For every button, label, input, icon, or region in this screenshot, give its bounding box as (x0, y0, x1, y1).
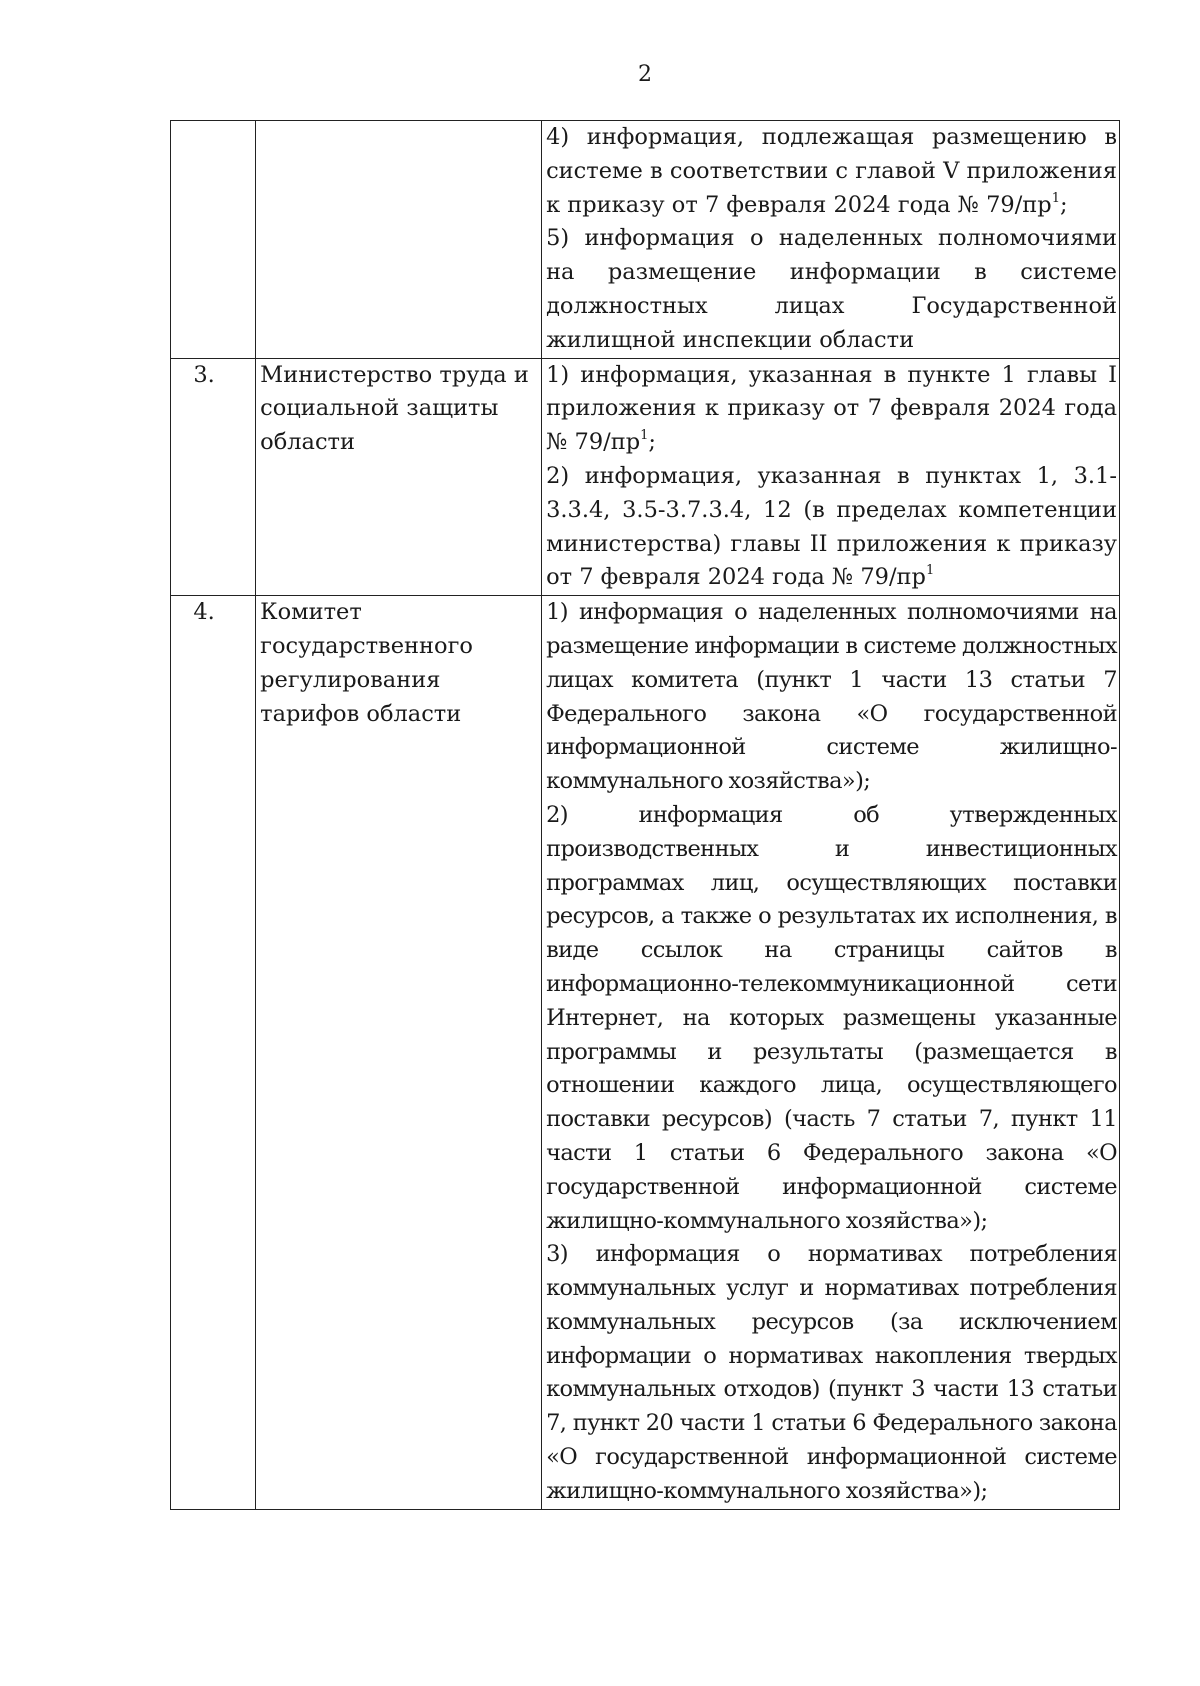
row-number-cell (171, 121, 256, 359)
organization-cell: Министерство труда и социальной защиты области (256, 358, 542, 596)
information-item (546, 596, 1117, 799)
information-item (546, 359, 1117, 460)
organization-cell (256, 121, 542, 359)
table-row (171, 121, 1120, 359)
information-item-text: 2) информация, указанная в пунктах 1, 3.1-3.3.4, 3.5-3.7.3.4, 12 (в пределах компетенции министерства) главы II приложения к приказу от 7 февраля 2024 года № 79/пр (546, 462, 1117, 591)
row-number-cell: 4. (171, 596, 256, 1510)
footnote-marker: 1 (640, 428, 649, 444)
information-item (546, 121, 1117, 222)
information-item-text: 1) информация о наделенных полномочиями на размещение информации в системе должностных лицах комитета (пункт 1 части 13 статьи 7 Федерального закона «О государственной информационной системе жилищно-коммунального хозяйства»); (546, 599, 1117, 795)
information-cell (542, 358, 1120, 596)
table-row (171, 358, 1120, 596)
information-cell (542, 121, 1120, 359)
table-row (171, 596, 1120, 1510)
information-item-suffix: ; (1059, 191, 1068, 218)
footnote-marker: 1 (925, 563, 935, 579)
information-item-text: 4) информация, подлежащая размещению в системе в соответствии с главой V приложения к приказу от 7 февраля 2024 года № 79/пр (546, 124, 1117, 218)
information-item-text: 5) информация о наделенных полномочиями на размещение информации в системе должностных лицах Государственной жилищной инспекции области (546, 225, 1117, 353)
information-item (546, 460, 1117, 595)
information-item (546, 222, 1117, 357)
information-item-text: 1) информация, указанная в пункте 1 главы I приложения к приказу от 7 февраля 2024 года № 79/пр (546, 361, 1117, 456)
authorities-table (170, 120, 1120, 1510)
row-number-cell: 3. (171, 358, 256, 596)
page-number: 2 (638, 62, 652, 87)
information-item-suffix: ; (648, 429, 656, 456)
organization-cell: Комитет государственного регулирования тарифов области (256, 596, 542, 1510)
footnote-marker: 1 (1051, 190, 1060, 206)
information-item (546, 1238, 1117, 1508)
information-item-text: 2) информация об утвержденных производственных и инвестиционных программах лиц, осуществляющих поставки ресурсов, а также о результатах их исполнения, в виде ссылок на страницы сайтов в информационно-телекоммуникационной сети Интернет, на которых размещены указанные программы и результаты (размещается в отношении каждого лица, осуществляющего поставки ресурсов) (часть 7 статьи 7, пункт 11 части 1 статьи 6 Федерального закона «О государственной информационной системе жилищно-коммунального хозяйства»); (546, 801, 1117, 1234)
information-item (546, 799, 1117, 1238)
information-item-text: 3) информация о нормативах потребления коммунальных услуг и нормативах потребления коммунальных ресурсов (за исключением информации о нормативах накопления твердых коммунальных отходов) (пункт 3 части 13 статьи 7, пункт 20 части 1 статьи 6 Федерального закона «О государственной информационной системе жилищно-коммунального хозяйства»); (546, 1241, 1117, 1504)
information-cell (542, 596, 1120, 1510)
